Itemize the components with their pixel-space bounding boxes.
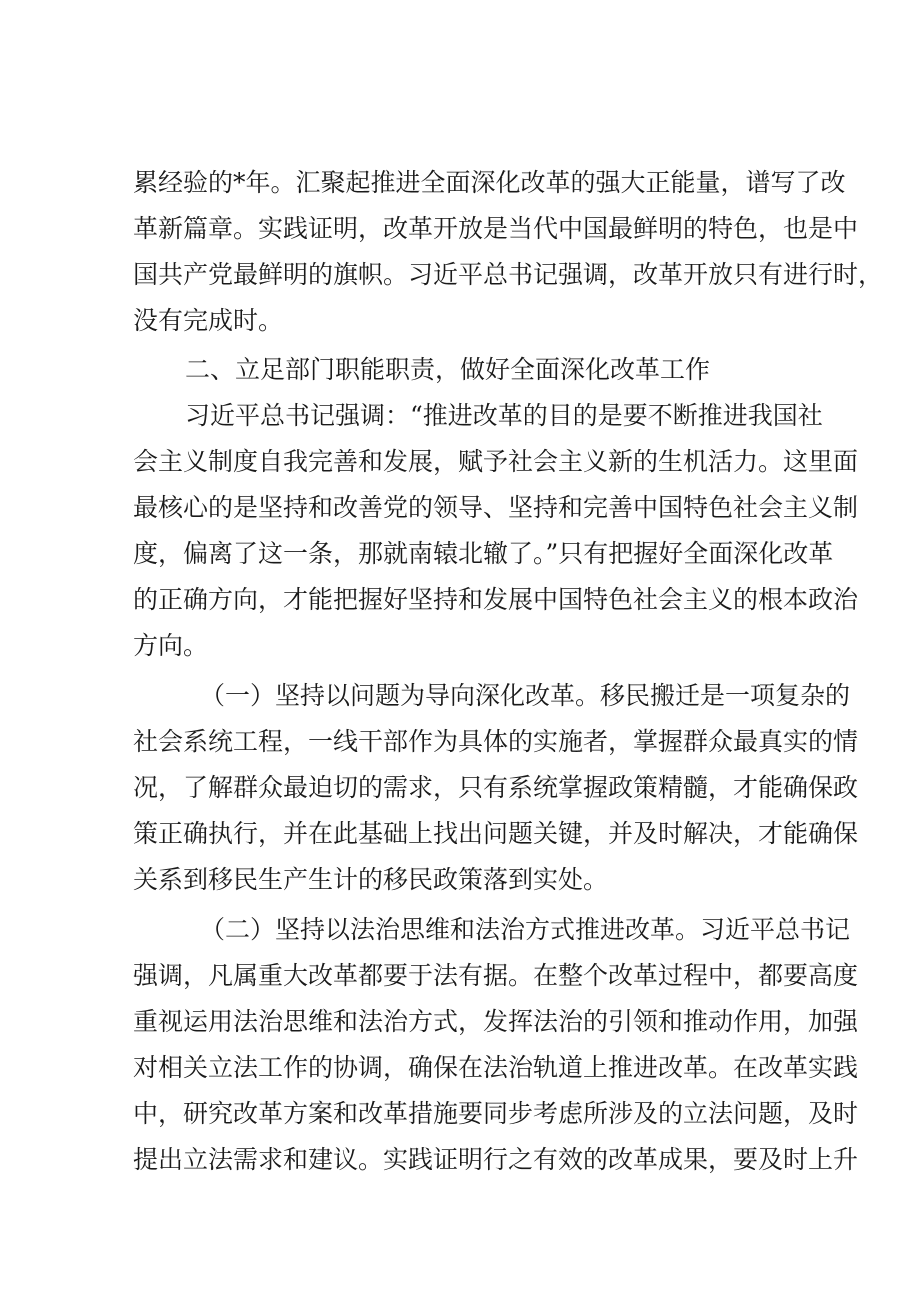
text-line: 国共产党最鲜明的旗帜。习近平总书记强调，改革开放只有进行时， bbox=[133, 260, 884, 289]
text-line: 社会系统工程，一线干部作为具体的实施者，掌握群众最真实的情 bbox=[133, 727, 859, 756]
text-line: 况，了解群众最迫切的需求，只有系统掌握政策精髓，才能确保政 bbox=[133, 773, 859, 802]
text-line: 中，研究改革方案和改革措施要同步考虑所涉及的立法问题，及时 bbox=[133, 1099, 859, 1128]
text-line: 度，偏离了这一条，那就南辕北辙了。”只有把握好全面深化改革 bbox=[133, 539, 834, 568]
text-line: 没有完成时。 bbox=[133, 306, 284, 335]
text-line: （一）坚持以问题为导向深化改革。移民搬迁是一项复杂的 bbox=[200, 681, 851, 710]
text-line: 会主义制度自我完善和发展，赋予社会主义新的生机活力。这里面 bbox=[133, 447, 859, 476]
text-line: （二）坚持以法治思维和法治方式推进改革。习近平总书记 bbox=[200, 915, 851, 944]
text-line: 重视运用法治思维和法治方式，发挥法治的引领和推动作用，加强 bbox=[133, 1007, 859, 1036]
text-line: 策正确执行，并在此基础上找出问题关键，并及时解决，才能确保 bbox=[133, 819, 859, 848]
text-line: 方向。 bbox=[133, 631, 209, 660]
text-line: 最核心的是坚持和改善党的领导、坚持和完善中国特色社会主义制 bbox=[133, 493, 859, 522]
text-line: 提出立法需求和建议。实践证明行之有效的改革成果，要及时上升 bbox=[133, 1145, 859, 1174]
text-line: 习近平总书记强调：“推进改革的目的是要不断推进我国社 bbox=[185, 401, 823, 430]
text-line: 的正确方向，才能把握好坚持和发展中国特色社会主义的根本政治 bbox=[133, 585, 859, 614]
text-line: 累经验的*年。汇聚起推进全面深化改革的强大正能量，谱写了改 bbox=[133, 168, 846, 197]
text-line: 关系到移民生产生计的移民政策落到实处。 bbox=[133, 865, 609, 894]
text-line: 对相关立法工作的协调，确保在法治轨道上推进改革。在改革实践 bbox=[133, 1053, 859, 1082]
text-line: 强调，凡属重大改革都要于法有据。在整个改革过程中，都要高度 bbox=[133, 961, 859, 990]
section-heading: 二、立足部门职能职责，做好全面深化改革工作 bbox=[185, 355, 711, 384]
text-line: 革新篇章。实践证明，改革开放是当代中国最鲜明的特色，也是中 bbox=[133, 214, 859, 243]
